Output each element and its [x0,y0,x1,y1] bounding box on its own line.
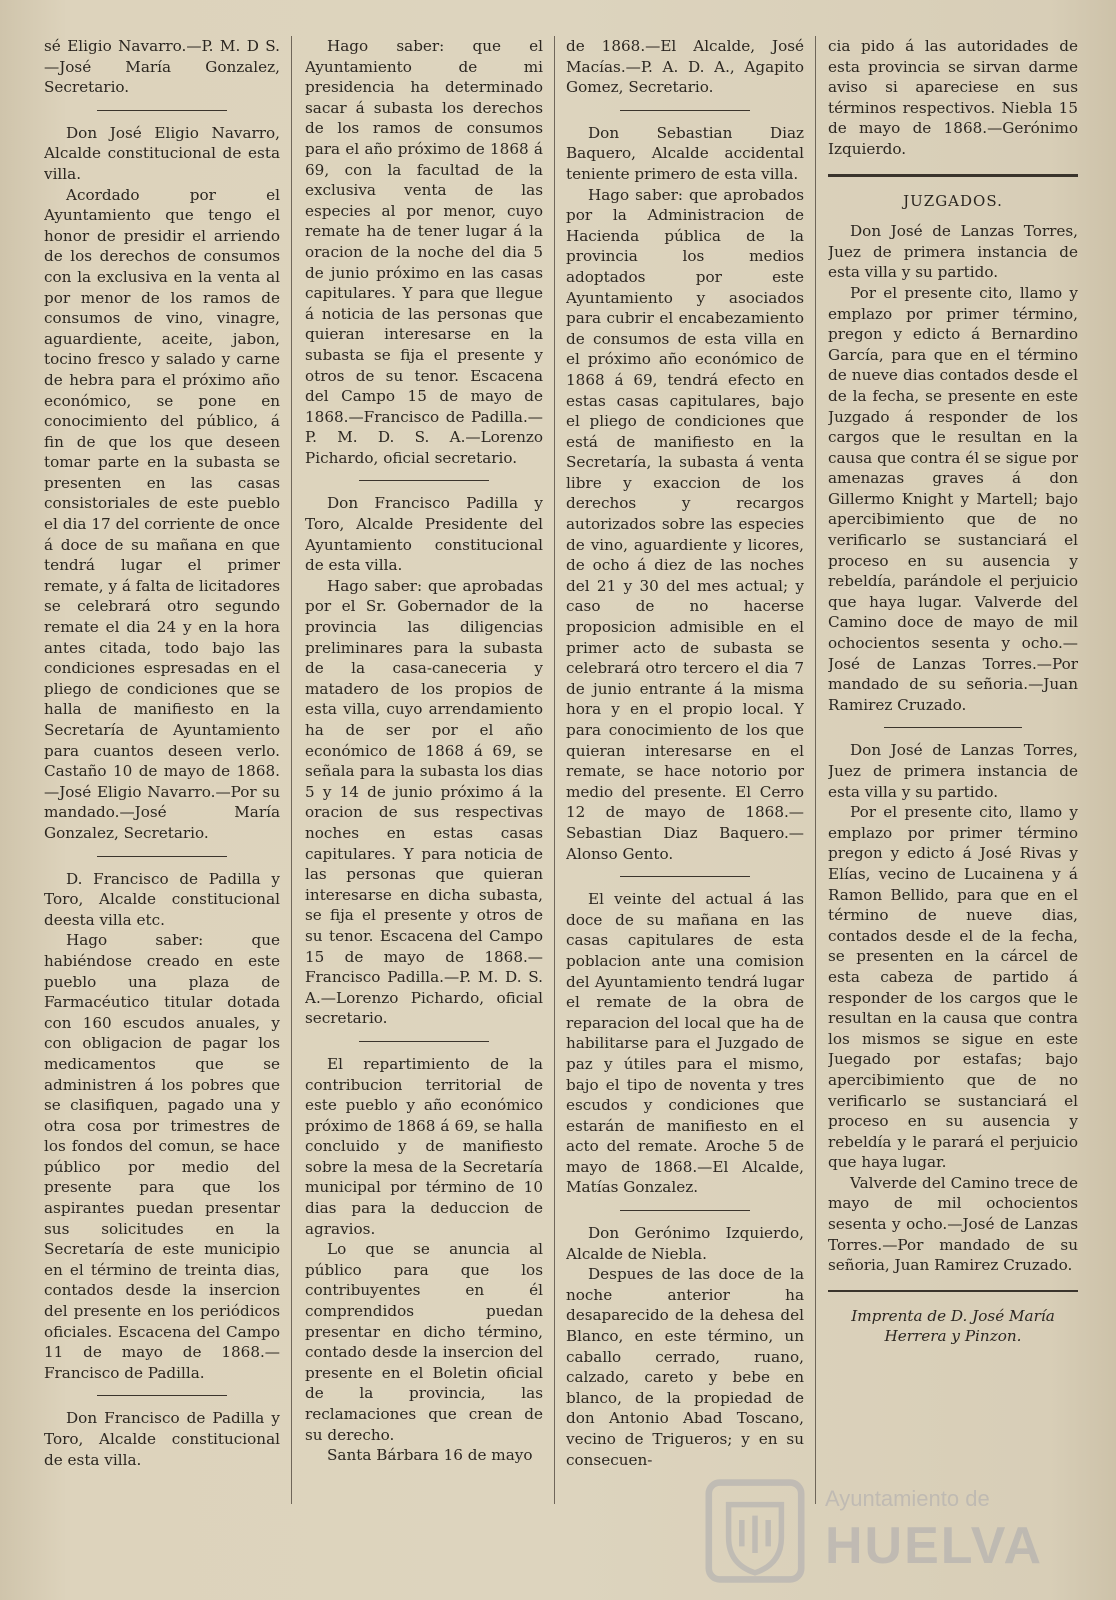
notice-heading: D. Francisco de Padilla y Toro, Alcalde constitucional deesta villa etc. [44,869,280,929]
column-rule [554,36,555,1504]
notice-heading: Don José Eligio Navarro, Alcalde constitucional de esta villa. [44,123,280,183]
divider [620,110,751,111]
divider [359,1041,490,1042]
notice-body: Hago saber: que aprobadas por el Sr. Gobernador de la provincia las diligencias preliminares para la subasta de la casa-caneceria y matadero de los propios de esta villa, cuyo arrendamiento ha de ser por el año económico de 1868 á 69, se señala para la subasta los dias 5 y 14 de junio próximo á la oracion de sus respectivas noches en estas casas capitulares. Y para noticia de las personas que quieran interesarse en dicha subasta, se fija el presente y otros de su tenor. Escacena del Campo 15 de mayo de 1868.—Francisco Padilla.—P. M. D. S. A.—Lorenzo Pichardo, oficial secretario. [305,576,543,1028]
divider [97,1395,227,1396]
notice-continuation: cia pido á las autoridades de esta provincia se sirvan darme aviso si apareciese en sus términos respectivos. Niebla 15 de mayo de 1868.—Gerónimo Izquierdo. [828,37,1078,158]
notice-body: Lo que se anuncia al público para que los contribuyentes en él comprendidos puedan presentar en dicho término, contado desde la insercion del presente en el Boletin oficial de la provincia, las reclamaciones que crean de su derecho. [305,1240,543,1444]
watermark-line-1: Ayuntamiento de [825,1486,990,1511]
imprint: Imprenta de D. José María Herrera y Pinzon. [851,1306,1055,1346]
divider [97,856,227,857]
notice-body: Por el presente cito, llamo y emplazo por primer término, pregon y edicto á Bernardino García, para que en el término de nueve dias contados desde el de la fecha, se presente en este Juzgado á responder de los cargos que le resultan en la causa que contra él se sigue por amenazas graves á don Gillermo Knight y Martell; bajo apercibimiento que de no verificarlo se sustanciará el proceso en su ausencia y rebeldía, parándole el perjuicio que haya lugar. Valverde del Camino doce de mayo de mil ochocientos sesenta y ocho.—José de Lanzas Torres.—Por mandado de su señoria.—Juan Ramirez Cruzado. [828,283,1078,714]
column-3 [566,36,804,1586]
notice-body: Hago saber: que habiéndose creado en este pueblo una plaza de Farmacéutico titular dotada con 160 escudos anuales, y con obligacion de pagar los medicamentos que se administren á los pobres que se clasifiquen, pagado una y otra cosa por trimestres de los fondos del comun, se hace público por medio del presente para que los aspirantes puedan presentar sus solicitudes en la Secretaría de este municipio en el término de treinta dias, contados desde la insercion del presente en los periódicos oficiales. Escacena del Campo 11 de mayo de 1868.—Francisco de Padilla. [44,931,280,1382]
notice-heading: Don Sebastian Diaz Baquero, Alcalde accidental teniente primero de esta villa. [566,123,804,183]
notice-signature: Santa Bárbara 16 de mayo [327,1446,533,1465]
notice-body: Despues de las doce de la noche anterior ha desaparecido de la dehesa del Blanco, en este término, un caballo cerrado, ruano, calzado, careto y bebe en blanco, de la propiedad de don Antonio Abad Toscano, vecino de Trigueros; y en su consecuen- [566,1265,804,1469]
notice-heading: Don Gerónimo Izquierdo, Alcalde de Niebla. [566,1224,804,1263]
notice-heading: Don José de Lanzas Torres, Juez de primera instancia de esta villa y su partido. [828,741,1078,801]
divider [884,727,1022,728]
notice-signature: Valverde del Camino trece de mayo de mil ochocientos sesenta y ocho.—José de Lanzas Torres.—Por mandado de su señoria, Juan Ramirez Cruzado. [828,1173,1078,1275]
notice-body: Por el presente cito, llamo y emplazo por primer término pregon y edicto á José Rivas y Elías, vecino de Lucainena y á Ramon Bellido, para que en el término de nueve dias, contados desde el de la fecha, se presenten en la cárcel de esta cabeza de partido á responder de los cargos que le resultan en la causa que contra los mismos se sigue en este Juegado por estafas; bajo apercibimiento que de no verificarlo se sustanciará el proceso en su ausencia y rebeldía y le parará el perjuicio que haya lugar. [828,803,1078,1172]
section-divider [828,174,1078,177]
notice-body: El repartimiento de la contribucion territorial de este pueblo y año económico próximo de 1868 á 69, se halla concluido y de manifiesto sobre la mesa de la Secretaría municipal por término de 10 dias para la deduccion de agravios. [305,1054,543,1238]
notice-continuation: de 1868.—El Alcalde, José Macías.—P. A. D. A., Agapito Gomez, Secretario. [566,37,804,97]
column-4 [828,36,1078,1586]
section-divider [828,1290,1078,1292]
divider [97,110,227,111]
notice-heading: Don Francisco de Padilla y Toro, Alcalde constitucional de esta villa. [44,1409,280,1469]
notice-continuation: sé Eligio Navarro.—P. M. D S.—José María Gonzalez, Secretario. [44,37,280,97]
divider [620,876,751,877]
notice-body: Hago saber: que aprobados por la Administracion de Hacienda pública de la provincia los medios adoptados por este Ayuntamiento y asociados para cubrir el encabezamiento de consumos de esta villa en el próximo año económico de 1868 á 69, tendrá efecto en estas casas capitulares, bajo el pliego de condiciones que está de manifiesto en la Secretaría, la subasta á venta libre y exaccion de los derechos y recargos autorizados sobre las especies de vino, aguardiente y licores, de ocho á diez de las noches del 21 y 30 del mes actual; y caso de no hacerse proposicion admisible en el primer acto de subasta se celebrará otro tercero el dia 7 de junio entrante á la misma hora y en el propio local. Y para conocimiento de los que quieran interesarse en el remate, se hace notorio por medio del presente. El Cerro 12 de mayo de 1868.—Sebastian Diaz Baquero.—Alonso Gento. [566,185,804,863]
notice-body: El veinte del actual á las doce de su mañana en las casas capitulares de esta poblacion ante una comision del Ayuntamiento tendrá lugar el remate de la obra de reparacion del local que ha de habilitarse para el Juzgado de paz y útiles para el mismo, bajo el tipo de noventa y tres escudos y condiciones que estarán de manifiesto en el acto del remate. Aroche 5 de mayo de 1868.—El Alcalde, Matías Gonzalez. [566,890,804,1197]
section-title: JUZGADOS. [903,191,1003,210]
column-rule [291,36,292,1504]
shield-icon [700,1476,810,1586]
notice-heading: Don Francisco Padilla y Toro, Alcalde Presidente del Ayuntamiento constitucional de esta villa. [305,494,543,575]
column-1 [44,36,280,1586]
divider [359,480,490,481]
notice-body: Hago saber: que el Ayuntamiento de mi presidencia ha determinado sacar á subasta los derechos de los ramos de consumos para el año próximo de 1868 á 69, con la facultad de la exclusiva venta de las especies al por menor, cuyo remate ha de tener lugar á la oracion de la noche del dia 5 de junio próximo en las casas capitulares. Y para que llegue á noticia de las personas que quieran interesarse en la subasta se fija el presente y otros de su tenor. Escacena del Campo 15 de mayo de 1868.—Francisco de Padilla.—P. M. D. S. A.—Lorenzo Pichardo, oficial secretario. [305,37,543,467]
archive-watermark [700,1476,1100,1586]
notice-heading: Don José de Lanzas Torres, Juez de primera instancia de esta villa y su partido. [828,222,1078,282]
watermark-line-2: HUELVA [825,1517,1044,1575]
notice-body: Acordado por el Ayuntamiento que tengo el honor de presidir el arriendo de los derechos de consumos con la exclusiva en la venta al por menor de los ramos de consumos de vino, vinagre, aguardiente, aceite, jabon, tocino fresco y salado y carne de hebra para el próximo año económico, se pone en conocimiento del público, á fin de que los que deseen tomar parte en la subasta se presenten en las casas consistoriales de este pueblo el dia 17 del corriente de once á doce de su mañana en que tendrá lugar el primer remate, y á falta de licitadores se celebrará otro segundo remate el dia 24 y en la hora antes citada, todo bajo las condiciones espresadas en el pliego de condiciones que se halla de manifiesto en la Secretaría de Ayuntamiento para cuantos deseen verlo. Castaño 10 de mayo de 1868.—José Eligio Navarro.—Por su mandado.—José María Gonzalez, Secretario. [44,185,280,842]
divider [620,1210,751,1211]
column-rule [815,36,816,1504]
column-2 [305,36,543,1586]
